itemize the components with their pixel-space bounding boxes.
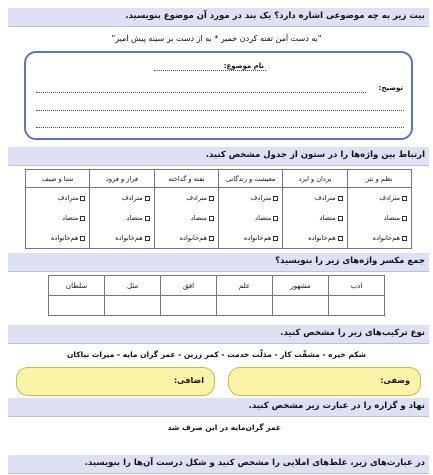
ezafi-label: اضافی: (173, 376, 204, 385)
description-line-2[interactable] (36, 110, 404, 111)
option-antonym[interactable]: متضاد (219, 208, 282, 228)
option-family[interactable]: هم‌خانواده (155, 228, 218, 248)
option-family[interactable]: هم‌خانواده (283, 228, 346, 248)
section-header-word-relations: ارتباط بین واژه‌ها را در ستون از جدول مشخص کنید. (8, 147, 429, 166)
option-antonym[interactable]: متضاد (90, 208, 153, 228)
answer-cell[interactable] (105, 296, 161, 316)
option-synonym[interactable]: مترادف (283, 188, 346, 208)
checkbox[interactable] (338, 236, 343, 241)
checkbox[interactable] (273, 216, 278, 221)
answer-cell[interactable] (49, 296, 105, 316)
options-cell (219, 188, 283, 249)
checkbox[interactable] (209, 236, 214, 241)
checkbox[interactable] (209, 196, 214, 201)
option-family[interactable]: هم‌خانواده (90, 228, 153, 248)
description-line-3[interactable] (36, 127, 404, 128)
word-cell: سلطان (49, 276, 105, 296)
word-cell: مشهور (273, 276, 329, 296)
wasfi-answer-box[interactable] (228, 367, 421, 396)
checkbox[interactable] (145, 216, 150, 221)
column-header: شتا و صیف (26, 170, 90, 188)
column-header: معیشت و زندگانی (219, 170, 283, 188)
option-synonym[interactable]: مترادف (90, 188, 153, 208)
word-cell: افق (161, 276, 217, 296)
compound-list: شکم خیره - مشقّت کار - مذلّت خدمت - کمر زرین - عمر گران مایه - میراث نیاکان (67, 350, 366, 359)
plural-table (48, 275, 385, 316)
answer-cell[interactable] (161, 296, 217, 316)
option-family[interactable]: هم‌خانواده (348, 228, 411, 248)
checkbox[interactable] (145, 236, 150, 241)
poem-quote: "به دست آمن تفته کردن خمیر * به از دست بر سینه پیش امیر" (111, 34, 322, 43)
word-cell: مثل (105, 276, 161, 296)
options-cell (283, 188, 347, 249)
option-family[interactable]: هم‌خانواده (219, 228, 282, 248)
word-relations-table (25, 169, 412, 249)
option-antonym[interactable]: متضاد (283, 208, 346, 228)
answer-cell[interactable] (329, 296, 385, 316)
checkbox[interactable] (80, 216, 85, 221)
topic-answer-box (24, 51, 413, 140)
description-line-1[interactable] (36, 92, 366, 93)
option-synonym[interactable]: مترادف (348, 188, 411, 208)
section-header-broken-plurals: جمع مکسر واژه‌های زیر را بنویسید؟ (8, 253, 429, 272)
column-header: یزدان و ایزد (283, 170, 347, 188)
ezafi-answer-box[interactable] (16, 367, 215, 396)
checkbox[interactable] (209, 216, 214, 221)
option-antonym[interactable]: متضاد (155, 208, 218, 228)
checkbox[interactable] (338, 216, 343, 221)
column-header: تفته و گداخته (154, 170, 218, 188)
option-synonym[interactable]: مترادف (219, 188, 282, 208)
analysis-sentence: عمر گران‌مایه در این صرف شد (167, 423, 281, 432)
checkbox[interactable] (80, 236, 85, 241)
column-header: فراز و فرود (90, 170, 154, 188)
topic-name-line[interactable] (154, 70, 266, 71)
checkbox[interactable] (402, 196, 407, 201)
checkbox[interactable] (145, 196, 150, 201)
section-header-spelling-errors: در عبارت‌های زیر، غلط‌های املایی را مشخص کنید و شکل درست آن‌ها را بنویسید. (8, 455, 429, 474)
option-antonym[interactable]: متضاد (348, 208, 411, 228)
checkbox[interactable] (273, 196, 278, 201)
checkbox[interactable] (402, 236, 407, 241)
option-antonym[interactable]: متضاد (26, 208, 89, 228)
options-cell (347, 188, 411, 249)
options-cell (154, 188, 218, 249)
checkbox[interactable] (338, 196, 343, 201)
column-header: نظم و نثر (347, 170, 411, 188)
checkbox[interactable] (402, 216, 407, 221)
description-label: توضیح: (378, 84, 403, 92)
answer-cell[interactable] (273, 296, 329, 316)
options-cell (26, 188, 90, 249)
option-synonym[interactable]: مترادف (155, 188, 218, 208)
answer-cell[interactable] (217, 296, 273, 316)
wasfi-label: وصفی: (380, 376, 410, 385)
section-header-compound-types: نوع ترکیب‌های زیر را مشخص کنید. (8, 325, 429, 344)
topic-name-label: نام موضوع: (223, 62, 264, 70)
checkbox[interactable] (80, 196, 85, 201)
checkbox[interactable] (273, 236, 278, 241)
option-synonym[interactable]: مترادف (26, 188, 89, 208)
options-cell (90, 188, 154, 249)
section-header-poem-topic: بیت زیر به چه موضوعی اشاره دارد؟ یک بند در مورد آن موضوع بنویسید. (8, 8, 429, 27)
section-header-subject-predicate: نهاد و گزاره را در عبارت زیر مشخص کنید. (8, 398, 429, 417)
word-cell: علم (217, 276, 273, 296)
word-cell: ادب (329, 276, 385, 296)
option-family[interactable]: هم‌خانواده (26, 228, 89, 248)
